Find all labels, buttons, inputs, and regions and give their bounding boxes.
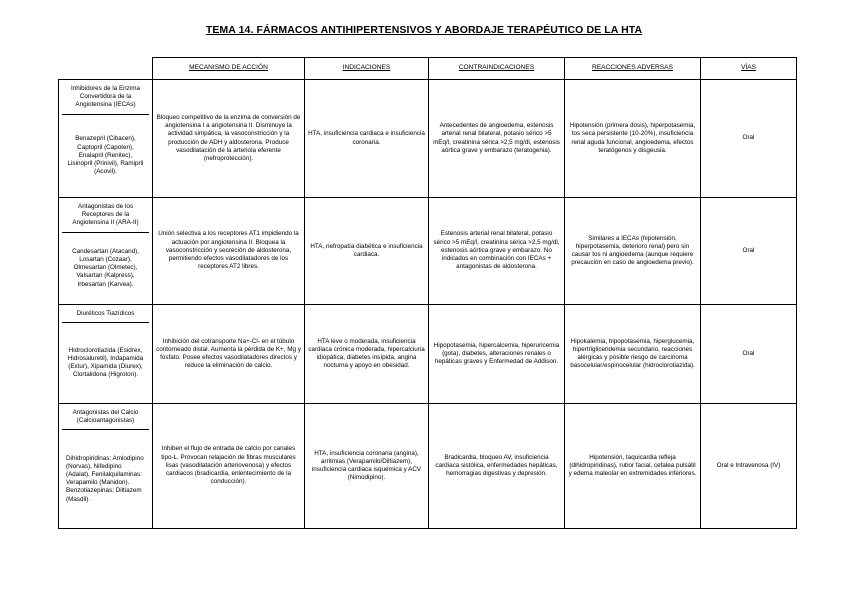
route-cell: Oral xyxy=(701,198,797,305)
drug-group-name: Antagonistas de los Receptores de la Angiotensina II (ARA-II) xyxy=(62,198,149,233)
drug-table xyxy=(58,57,797,529)
indications-cell: HTA, insuficiencia cardiaca e insuficiencia coronaria. xyxy=(305,80,429,198)
drug-list: Hidroclorotiazida (Esidrex, Hidrosaluretil), Indapamida (Extur), Xipamida (Diurex), Clortalidona (Higroton). xyxy=(67,346,144,379)
adverse-cell: Hipotensión, taquicardia refleja (dihidropiridinas), rubor facial, cefalea pulsátil y edema maleolar en extremidades inferiores. xyxy=(565,404,701,529)
table-row xyxy=(59,80,797,198)
indications-cell: HTA leve o moderada, insuficiencia cardiaca crónica moderada, hipercalciuria idiopática, diabetes insípida, angina nocturna y apoyo en obesidad. xyxy=(305,305,429,404)
table-row xyxy=(59,305,797,404)
drug-cell xyxy=(59,80,153,198)
route-cell: Oral e Intravenosa (IV) xyxy=(701,404,797,529)
adverse-cell: Similares a IECAs (hipotensión, hiperpotasemia, deterioro renal) pero sin causar tos ni angioedema (aunque requiere precaución en caso de angioedema previo). xyxy=(565,198,701,305)
header-blank-cell xyxy=(59,58,153,80)
header-routes: VÍAS xyxy=(701,58,797,80)
drug-list: Dihidropiridinas: Amlodipino (Norvas), Nifedipino (Adalat). Fenilalquilaminas: Verapamilo (Manidon). Benzotiazepinas: Diltiazem (Masdil). xyxy=(66,454,144,503)
table-row xyxy=(59,198,797,305)
header-contraindications: CONTRAINDICACIONES xyxy=(429,58,565,80)
drug-list: Candesartan (Atacand), Losartan (Cozaar), Olmesartan (Olmetec), Valsartan (Kalpress), Irbesartan (Karvea). xyxy=(72,247,139,288)
indications-cell: HTA, insuficiencia coronaria (angina), arritmias (Verapamilo/Diltiazem), insuficiencia cardiaca isquémica y ACV (Nimodipino). xyxy=(305,404,429,529)
route-cell: Oral xyxy=(701,305,797,404)
mechanism-cell: Bloqueo competitivo de la enzima de conversión de angiotensina I a angiotensina II. Disminuye la actividad simpática, la vasoconstricción y la producción de ADH y aldosterona. Produce vasodilatación de la arteriola eferente (nefroprotección). xyxy=(153,80,305,198)
mechanism-cell: Inhiben el flujo de entrada de calcio por canales tipo-L. Provocan relajación de fibras musculares lisas (vasodilatación arteriovenosa) y efectos cardiacos (bradicardia, enlentecimiento de la conducción). xyxy=(153,404,305,529)
contraindications-cell: Antecedentes de angioedema, estenosis arterial renal bilateral, potasio sérico >5 mEq/l, creatinina sérica >2,5 mg/dl, estenosis aórtica grave y embarazo (teratogenia). xyxy=(429,80,565,198)
adverse-cell: Hipotensión (primera dosis), hiperpotasemia, tos seca persistente (10-20%), insuficiencia renal aguda funcional, angioedema, efectos teratógenos y disgeusia. xyxy=(565,80,701,198)
header-mechanism: MECANISMO DE ACCIÓN xyxy=(153,58,305,80)
drug-cell xyxy=(59,404,153,529)
adverse-cell: Hipokalemia, hipopotasemia, hiperglucemia, hipertrigliceridemia secundario, reacciones alérgicas y posible riesgo de carcinoma basocelular/espinocelular (hidroclorotiazida). xyxy=(565,305,701,404)
contraindications-cell: Estenosis arterial renal bilateral, potasio sérico >5 mEq/l, creatinina sérica >2,5 mg/dl, estenosis aórtica grave y embarazo. No indicados en combinación con IECAs + antagonistas de aldosterona. xyxy=(429,198,565,305)
drug-group-name: Diuréticos Tiazídicos xyxy=(62,305,149,323)
indications-cell: HTA, nefropatía diabética e insuficiencia cardiaca. xyxy=(305,198,429,305)
drug-list: Benazepril (Cibacen), Captopril (Capoten), Enalapril (Renitec), Lisinopril (Prinivil), Ramipril (Acovil). xyxy=(67,135,144,176)
header-adverse: REACCIONES ADVERSAS xyxy=(565,58,701,80)
table-row xyxy=(59,404,797,529)
drug-cell xyxy=(59,305,153,404)
drug-group-name: Inhibidores de la Enzima Convertidora de la Angiotensina (IECAs) xyxy=(62,80,149,115)
drug-cell xyxy=(59,198,153,305)
header-row xyxy=(59,58,797,80)
mechanism-cell: Inhibición del cotransporte Na+-Cl- en el túbulo contorneado distal. Aumenta la pérdida de K+, Mg y fosfato. Posee efectos vasodilatadores directos y reduce la eliminación de calcio. xyxy=(153,305,305,404)
contraindications-cell: Bradicardia, bloqueo AV, insuficiencia cardiaca sistólica, enfermedades hepáticas, hemorragias digestivas y depresión. xyxy=(429,404,565,529)
contraindications-cell: Hipopotasemia, hipercalcemia, hiperuricemia (gota), diabetes, alteraciones renales o hepáticas graves y Enfermedad de Addison. xyxy=(429,305,565,404)
drug-group-name: Antagonistas del Calcio (Calcioantagonistas) xyxy=(62,404,149,430)
page-title: TEMA 14. FÁRMACOS ANTIHIPERTENSIVOS Y ABORDAJE TERAPÉUTICO DE LA HTA xyxy=(205,24,643,36)
header-indications: INDICACIONES xyxy=(305,58,429,80)
mechanism-cell: Unión selectiva a los receptores AT1 impidiendo la actuación por angiotensina II. Bloquea la vasoconstricción y secreción de aldosterona, permitiendo efectos vasodilatadores de los receptores AT2 libres. xyxy=(153,198,305,305)
route-cell: Oral xyxy=(701,80,797,198)
